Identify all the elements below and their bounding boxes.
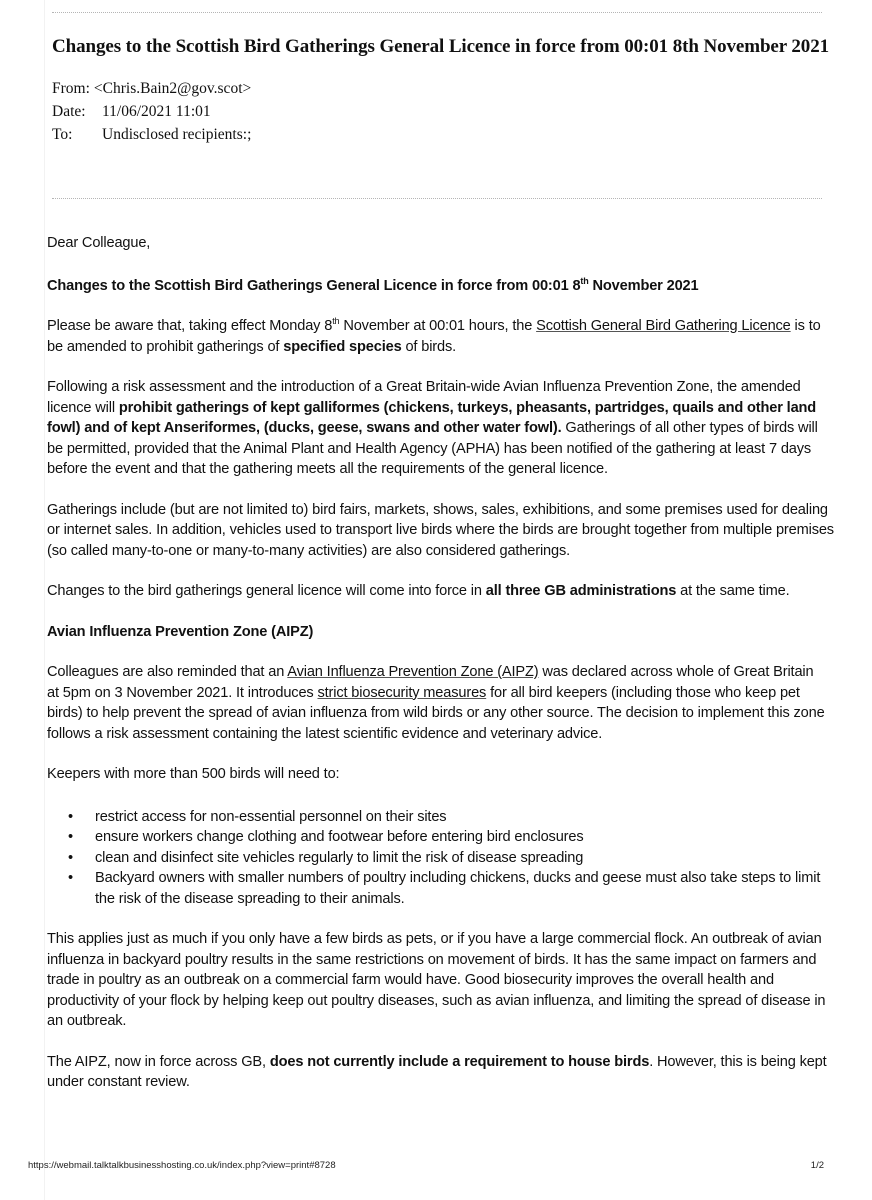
heading-text: Changes to the Scottish Bird Gatherings General Licence in force from 00:01 8 <box>47 277 581 294</box>
greeting: Dear Colleague, <box>47 235 151 251</box>
requirements-list <box>47 807 837 910</box>
list-item <box>68 848 837 869</box>
list-item-text: ensure workers change clothing and footwear before entering bird enclosures <box>95 829 584 845</box>
aipz-link[interactable]: Avian Influenza Prevention Zone (AIPZ) <box>287 664 539 680</box>
text: Colleagues are also reminded that an <box>47 664 288 680</box>
text: . However, this is being kept under constant review. <box>47 1053 827 1090</box>
biosecurity-link[interactable]: strict biosecurity measures <box>317 684 487 701</box>
list-item-text: restrict access for non-essential personnel on their sites <box>95 808 447 825</box>
paragraph-keepers: Keepers with more than 500 birds will need to: <box>47 766 340 782</box>
header-divider <box>52 198 822 199</box>
list-item-text: clean and disinfect site vehicles regularly to limit the risk of disease spreading <box>95 849 584 866</box>
date-row <box>52 100 832 123</box>
text: Gatherings of all other types of birds will be permitted, provided that the Animal Plant and Health Agency (APHA) has been notified of the gathering at least 7 days before the event and that the gathering meets all the requirements of the general licence. <box>47 420 818 477</box>
text: The AIPZ, now in force across GB, <box>47 1053 270 1070</box>
bold-text: does not currently include a requirement to house birds <box>269 1053 650 1070</box>
email-header <box>52 34 832 146</box>
top-divider <box>52 12 822 13</box>
paragraph-announcement <box>47 316 837 357</box>
email-body <box>47 233 837 1113</box>
text: at the same time. <box>676 583 790 599</box>
from-row <box>52 77 832 100</box>
to-label: To: <box>52 126 73 143</box>
text: Please be aware that, taking effect Monday 8 <box>47 318 333 334</box>
text: November at 00:01 hours, the <box>339 318 537 334</box>
list-item <box>68 868 837 909</box>
heading-text-end: November 2021 <box>588 277 699 294</box>
from-label: From: <box>52 80 90 97</box>
aipz-heading: Avian Influenza Prevention Zone (AIPZ) <box>47 623 314 640</box>
text: for all bird keepers (including those who keep pet birds) to help prevent the spread of avian influenza from wild birds or any other source. The decision to implement this zone follows a risk assessment containing the latest scientific evidence and veterinary advice. <box>47 684 825 742</box>
paragraph-prohibition <box>47 377 837 480</box>
paragraph-gatherings: Gatherings include (but are not limited to) bird fairs, markets, shows, sales, exhibitions, and some premises used for dealing or internet sales. In addition, vehicles used to transport live birds where the birds are brought together from multiple premises (so called many-to-one or many-to-many activities) are also considered gatherings. <box>47 501 834 559</box>
list-item-text: Backyard owners with smaller numbers of poultry including chickens, ducks and geese must also take steps to limit the risk of the disease spreading to their animals. <box>95 870 821 907</box>
paragraph-aipz <box>47 662 837 744</box>
text: was declared across whole of Great Britain <box>538 664 814 680</box>
text: Changes to the bird gatherings general licence will come into force in <box>47 583 486 599</box>
from-value: <Chris.Bain2@gov.scot> <box>93 80 252 97</box>
list-item <box>68 807 837 828</box>
page-number: 1/2 <box>810 1160 824 1171</box>
bullet-icon: • <box>68 829 73 845</box>
print-footer <box>28 1160 824 1171</box>
date-label: Date: <box>52 103 86 120</box>
list-item <box>68 827 837 848</box>
footer-url: https://webmail.talktalkbusinesshosting.co.uk/index.php?view=print#8728 <box>28 1160 336 1171</box>
sup: th <box>332 316 340 327</box>
licence-link[interactable]: Scottish General Bird Gathering Licence <box>536 318 791 334</box>
paragraph-administrations <box>47 581 837 602</box>
bullet-icon: • <box>68 808 73 825</box>
text: of birds. <box>401 338 457 355</box>
bold-text: specified species <box>283 338 402 355</box>
page-edge <box>44 0 45 1200</box>
text: Following a risk assessment and the introduction of a Great Britain-wide Avian Influenza Prevention Zone, the amended licence will <box>47 379 801 416</box>
paragraph-backyard: This applies just as much if you only have a few birds as pets, or if you have a large commercial flock. An outbreak of avian influenza in backyard poultry results in the same restrictions on movement of birds. It has the same impact on farmers and trade in poultry as an outbreak on a commercial farm would have. Good biosecurity improves the overall health and productivity of your flock by helping keep out poultry diseases, such as avian influenza, and limiting the spread of disease in an outbreak. <box>47 931 826 1029</box>
email-subject: Changes to the Scottish Bird Gatherings General Licence in force from 00:01 8th November 2021 <box>52 36 830 57</box>
body-heading <box>47 276 837 297</box>
to-value: Undisclosed recipients:; <box>102 126 252 143</box>
bold-text: all three GB administrations <box>485 583 677 599</box>
bold-text: prohibit gatherings of kept galliformes (chickens, turkeys, pheasants, partridges, quails and other land fowl) and of kept Anseriformes, (ducks, geese, swans and other water fowl). <box>47 399 817 436</box>
heading-sup: th <box>580 275 589 286</box>
bullet-icon: • <box>68 849 73 866</box>
paragraph-housing <box>47 1052 837 1093</box>
to-row <box>52 123 832 146</box>
text: is to be amended to prohibit gatherings of <box>47 318 821 355</box>
date-value: 11/06/2021 11:01 <box>102 103 211 120</box>
email-meta <box>52 77 832 146</box>
text: at 5pm on 3 November 2021. It introduces <box>47 684 318 701</box>
bullet-icon: • <box>68 870 73 886</box>
